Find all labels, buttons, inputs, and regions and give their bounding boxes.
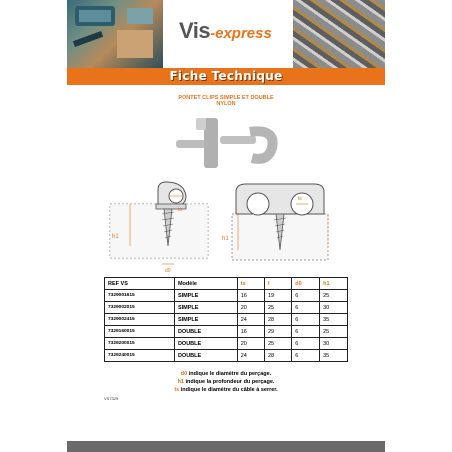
cell-h1: 30: [320, 302, 348, 314]
cell-ref: 7329002415: [105, 314, 175, 326]
cell-ts: 16: [237, 326, 264, 338]
cell-model: SIMPLE: [174, 290, 237, 302]
footer-bar: [67, 441, 385, 452]
cell-ref: 7329160015: [105, 326, 175, 338]
col-ref: REF VS: [105, 278, 175, 290]
product-material: NYLON: [216, 101, 236, 107]
cell-ref: 7329001615: [105, 290, 175, 302]
cell-h1: 35: [320, 350, 348, 362]
cell-d0: 6: [292, 338, 320, 350]
cell-ref: 7329002015: [105, 302, 175, 314]
header: [67, 0, 385, 68]
cell-l: 29: [264, 326, 291, 338]
legend-text: indique le diamètre du perçage.: [187, 371, 272, 377]
technical-drawing: [100, 110, 350, 278]
cell-model: DOUBLE: [174, 326, 237, 338]
simple-h1-label: h1: [112, 234, 119, 240]
brand-suffix: -express: [210, 25, 272, 42]
header-photo-screws: [293, 0, 385, 68]
col-h1: h1: [320, 278, 348, 290]
table-row: [105, 326, 348, 338]
legend-line-ts: [104, 386, 348, 394]
simple-d0-label: d0: [165, 268, 171, 274]
document-reference: VS7329: [104, 396, 119, 401]
cell-l: 28: [264, 314, 291, 326]
table-row: [105, 338, 348, 350]
cell-l: 19: [264, 290, 291, 302]
product-title: PONTET CLIPS SIMPLE ET DOUBLE: [178, 95, 274, 101]
cell-d0: 6: [292, 302, 320, 314]
cell-ts: 20: [237, 338, 264, 350]
double-h1-label: h1: [222, 236, 229, 242]
table-row: [105, 314, 348, 326]
cell-d0: 6: [292, 350, 320, 362]
spec-table: [104, 277, 348, 362]
legend-key: d0: [180, 371, 188, 377]
cell-l: 25: [264, 302, 291, 314]
double-clip-section: [222, 184, 328, 260]
cell-model: DOUBLE: [174, 338, 237, 350]
cell-model: DOUBLE: [174, 350, 237, 362]
cell-ref: 7329240015: [105, 350, 175, 362]
col-l: l: [264, 278, 291, 290]
cell-d0: 6: [292, 314, 320, 326]
cell-l: 25: [264, 338, 291, 350]
cell-ts: 24: [237, 314, 264, 326]
legend-text: indique la profondeur du perçage.: [183, 379, 275, 385]
col-model: Modèle: [174, 278, 237, 290]
legend: [104, 370, 348, 394]
cell-model: SIMPLE: [174, 314, 237, 326]
legend-line-h1: [104, 378, 348, 386]
cell-ts: 20: [237, 302, 264, 314]
page-title: Fiche Technique: [169, 69, 283, 83]
legend-key: ts: [174, 387, 180, 393]
cell-d0: 6: [292, 290, 320, 302]
cell-ts: 16: [237, 290, 264, 302]
cell-h1: 25: [320, 326, 348, 338]
legend-key: h1: [177, 379, 184, 385]
legend-line-d0: [104, 370, 348, 378]
table-row: [105, 290, 348, 302]
cell-h1: 35: [320, 314, 348, 326]
cell-ts: 24: [237, 350, 264, 362]
brand-logo: [179, 18, 272, 48]
table-row: [105, 302, 348, 314]
simple-clip-section: [110, 182, 208, 274]
simple-ts-label: ts: [178, 207, 182, 213]
double-ts-label: ts: [298, 196, 302, 202]
table-header-row: [105, 278, 348, 290]
brand-name: Vis: [179, 18, 211, 43]
cell-ref: 7329200015: [105, 338, 175, 350]
cell-d0: 6: [292, 326, 320, 338]
legend-text: indique le diamètre du câble à serrer.: [179, 387, 278, 393]
clip-product-image: [176, 118, 273, 168]
cell-h1: 30: [320, 338, 348, 350]
cell-h1: 25: [320, 290, 348, 302]
cell-model: SIMPLE: [174, 302, 237, 314]
col-ts: ts: [237, 278, 264, 290]
tools-photo-illustration: [67, 0, 163, 68]
page-title-banner: [67, 68, 385, 85]
header-photo-tools: [67, 0, 163, 68]
cell-l: 28: [264, 350, 291, 362]
col-d0: d0: [292, 278, 320, 290]
table-row: [105, 350, 348, 362]
